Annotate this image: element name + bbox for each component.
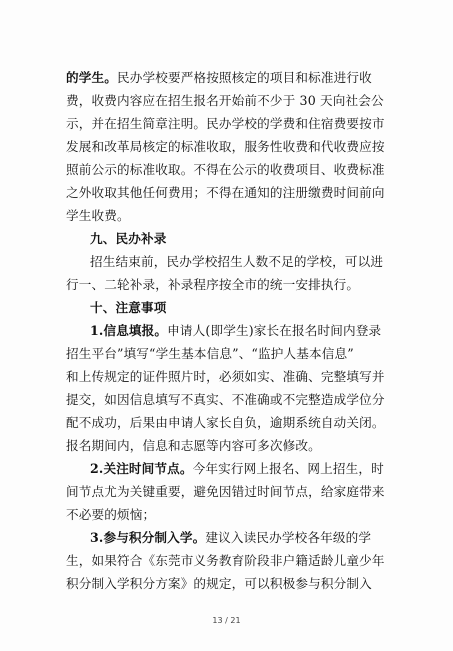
paragraph-fee-line-5: 照前公示的标准收取。不得在公示的收费项目、收费标准 xyxy=(66,162,385,177)
paragraph-fee-line-7: 学生收费。 xyxy=(66,208,130,223)
section-10-heading: 十、注意事项 xyxy=(90,300,167,315)
item-1-line-3: 和上传规定的证件照片时，必须如实、准确、完整填写并 xyxy=(66,369,385,384)
item-2-line-2: 间节点尤为关键重要，避免因错过时间节点，给家庭带来 xyxy=(66,484,385,499)
paragraph-fee-line-4: 发展和改革局核定的标准收取，服务性收费和代收费应按 xyxy=(66,139,385,154)
item-1-line-5: 配不成功，后果由申请人家长自负，逾期系统自动关闭。 xyxy=(66,415,385,430)
item-3-line-2: 生，如果符合《东莞市义务教育阶段非户籍适龄儿童少年 xyxy=(66,553,385,568)
item-1-heading: 1.信息填报。 xyxy=(90,323,168,338)
item-1-line-4: 提交，如因信息填写不真实、不准确或不完整造成学位分 xyxy=(66,392,385,407)
item-1-line-6: 报名期间内，信息和志愿等内容可多次修改。 xyxy=(66,438,321,453)
paragraph-fee-line-1 xyxy=(66,66,388,89)
item-1-line-1-text: 申请人(即学生)家长在报名时间内登录 xyxy=(167,323,382,338)
item-2-line-3: 不必要的烦恼； xyxy=(66,507,156,522)
section-9-line-2: 行一、二轮补录，补录程序按全市的统一安排执行。 xyxy=(66,277,360,292)
fee-line-1-text: 民办学校要严格按照核定的项目和标准进行收 xyxy=(116,70,372,85)
item-2-line-1-text: 今年实行网上报名、网上招生，时 xyxy=(192,461,384,476)
section-9-heading: 九、民办补录 xyxy=(90,231,167,246)
paragraph-fee-line-6: 之外收取其他任何费用；不得在通知的注册缴费时间前向 xyxy=(66,185,385,200)
item-2-line-1 xyxy=(66,457,388,480)
item-3-line-3: 积分制入学积分方案》的规定，可以积极参与积分制入 xyxy=(66,576,372,591)
item-1-line-2: 招生平台”填写“学生基本信息”、“监护人基本信息” xyxy=(66,346,354,361)
item-1-line-1 xyxy=(66,319,388,342)
page-number: 13 / 21 xyxy=(212,616,241,625)
item-3-line-1 xyxy=(66,526,388,549)
document-body xyxy=(66,66,388,595)
item-3-line-1-text: 建议入读民办学校各年级的学 xyxy=(205,530,372,545)
fee-lead-bold: 的学生。 xyxy=(66,70,117,85)
paragraph-fee-line-3: 示，并在招生简章注明。民办学校的学费和住宿费要按市 xyxy=(66,116,385,131)
section-9-line-1: 招生结束前，民办学校招生人数不足的学校，可以进 xyxy=(90,254,384,269)
paragraph-fee-line-2: 费，收费内容应在招生报名开始前不少于 30 天向社会公 xyxy=(66,93,384,108)
item-2-heading: 2.关注时间节点。 xyxy=(90,461,193,476)
item-3-heading: 3.参与积分制入学。 xyxy=(90,530,206,545)
